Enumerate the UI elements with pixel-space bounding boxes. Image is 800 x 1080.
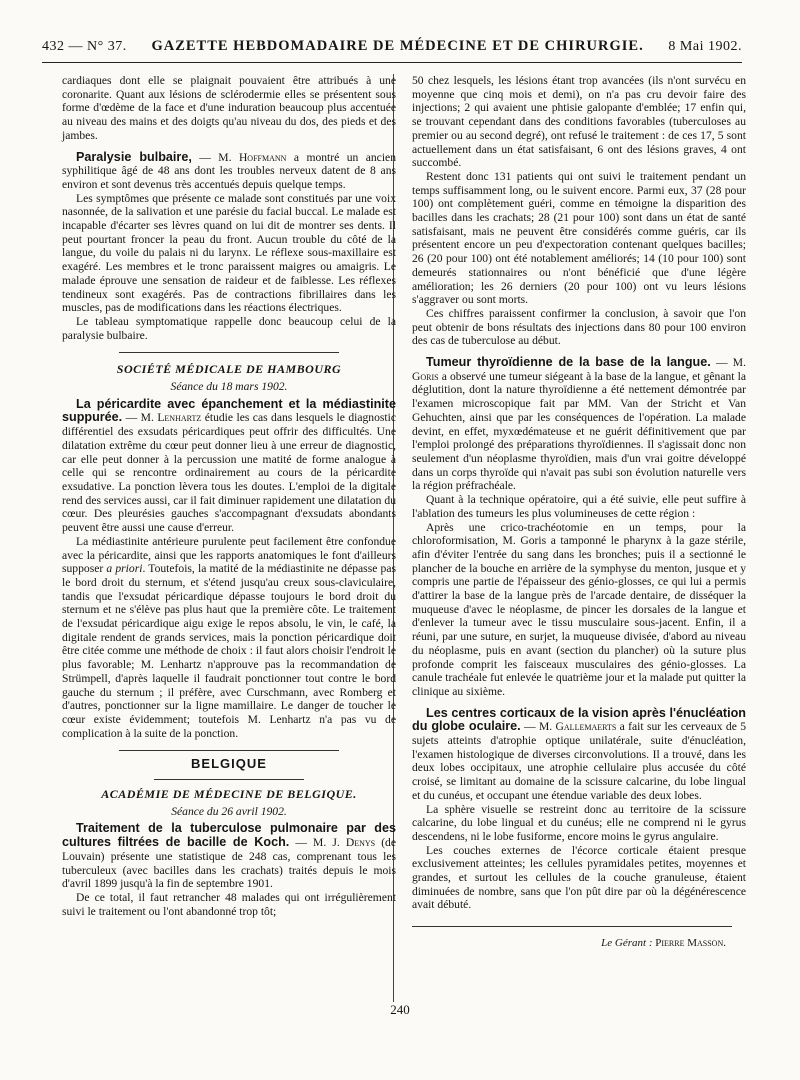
- page-number-and-issue: [42, 39, 127, 55]
- text: La médiastinite antérieure purulente peut facilement être confondue avec la péricardite, ainsi que les rapports anatomiques le font d'ailleurs supposer: [62, 534, 396, 576]
- society-heading: ACADÉMIE DE MÉDECINE DE BELGIQUE.: [101, 787, 357, 802]
- left-column: [62, 74, 396, 918]
- paragraph: Quant à la technique opératoire, qui a été suivie, elle peut suffire à l'ablation des tumeurs les plus volumineuses de cette région :: [412, 493, 746, 520]
- article-heading: Traitement de la tuberculose pulmonaire par des cultures filtrées de bacille de Koch.: [62, 821, 396, 850]
- article-heading: Les centres corticaux de la vision après l'énucléation du globe oculaire.: [412, 705, 746, 734]
- folio-number: 240: [390, 1002, 410, 1017]
- emphasis: a priori: [106, 562, 143, 576]
- text: . Toutefois, la matité de la médiastinite ne dépasse pas le bord droit du sternum, et s'étend jusqu'au creux sous-claviculaire, tandis que l'exsudat péricardique dépasse toujours le bord droit du sternum et ne s'élève pas plus haut que la première côte. Le traitement de l'exsudat péricardique aigu exige le repos absolu, le vin, le café, la digitale rendent de grands services, mais la ponction péricardique doit être citée comme une méthode de choix : il faut alors choisir l'endroit le plus favorable; M. Lenhartz n'approuve pas la recommandation de Strümpell, d'après laquelle il faudrait ponctionner tout contre le bord gauche du sternum ; il préfère, avec Curschmann, avec Romberg et d'autres, ponctionner sur la ligne mamillaire. Le danger de toucher le cœur existe évidemment; toutefois M. Lenhartz n'a pas vu de complication à la suite de la ponction.: [62, 562, 396, 740]
- dash: — M.: [710, 356, 746, 370]
- article-pericardite: [62, 398, 396, 535]
- article-text: a montré un ancien syphilitique âgé de 48 ans dont les troubles nerveux datent de 8 ans environ et sont devenus très accentués depuis quelque temps.: [62, 150, 396, 191]
- section-separator: [119, 352, 339, 353]
- page-number: 432: [42, 39, 65, 54]
- session-date: Séance du 18 mars 1902.: [170, 380, 288, 394]
- running-header: [42, 38, 742, 60]
- gerant-signature: [412, 937, 746, 951]
- paragraph: Le tableau symptomatique rappelle donc beaucoup celui de la paralysie bulbaire.: [62, 314, 396, 342]
- dash: — M. J.: [289, 836, 346, 850]
- closing-rule: [412, 926, 732, 927]
- article-heading: Tumeur thyroïdienne de la base de la langue.: [426, 355, 711, 370]
- header-rule: [42, 62, 742, 63]
- gerant-label: Le Gérant :: [601, 937, 653, 950]
- article-text: a fait sur les cerveaux de 5 sujets atteints d'atrophie optique unilatérale, suite d'énucléation, l'examen histologique de diverses circonvolutions. Il a trouvé, dans les deux lobes occipitaux, une atrophie cellulaire plus accusée du côté croisé, se limitant au domaine de la scissure calcarine, du lobe lingual et du cunéus, et occupant une étendue variable des deux lobes.: [412, 720, 746, 802]
- paragraph: Les symptômes que présente ce malade sont constitués par une voix nasonnée, de la salivation et une parésie du facial buccal. Le malade est incapable d'écarter ses lèvres quand on lui dit de montrer ses dents. Il peut pourtant froncer la peau du front. Aucun trouble du côté de la langue, du voile du palais ni du larynx. Le réflexe sous-maxillaire est exagéré. Les membres et le tronc paraissent maigres ou amaigris. Le malade éprouve une sensation de raideur et de faiblesse. Les réflexes tendineux sont exagérés. Pas de contractions fibrillaires dans les muscles, pas de modifications dans les réactions électriques.: [62, 191, 396, 315]
- paragraph: Les couches externes de l'écorce corticale étaient presque exclusivement atteintes; les cellules pyramidales petites, moyennes et grandes, et surtout les cellules de la couche granuleuse, étaient diminuées de nombre, sans que l'on pût dire par où la dégénérescence avait débuté.: [412, 843, 746, 912]
- article-heading: Paralysie bulbaire,: [76, 149, 192, 164]
- author-name: Denys: [345, 836, 376, 850]
- author-name: Goris: [412, 369, 439, 383]
- article-tuberculose: [62, 822, 396, 891]
- paragraph: [62, 535, 396, 741]
- paragraph: cardiaques dont elle se plaignait pouvaient être attribués à une coronarite. Quant aux lésions de sclérodermie elles se présentent sous forme d'œdème de la face et d'une induration beaucoup plus accentuée au niveau des mains et des doigts qu'au niveau du dos, des pieds et des jambes.: [62, 74, 396, 142]
- paragraph: Restent donc 131 patients qui ont suivi le traitement pendant un temps suffisamment long, ou le suivent encore. Parmi eux, 37 (28 pour 100) ont complètement guéri, comme en témoigne la disparition des bacilles dans les crachats; 28 (21 pour 100) sont dans un état de santé satisfaisant, mais ne peuvent être considérés comme guéris, car ils présentent encore un peu d'expectoration contenant quelques bacilles; 26 (20 pour 100) ont été notablement améliorés; 14 (10 pour 100) sont demeurés stationnaires ou n'ont bénéficié que d'une légère amélioration; les 26 derniers (20 pour 100) ont vu leurs lésions s'aggraver ou sont morts.: [412, 169, 746, 307]
- article-paralysie: [62, 151, 396, 192]
- article-tumeur: [412, 356, 746, 493]
- journal-title: GAZETTE HEBDOMADAIRE DE MÉDECINE ET DE CHIRURGIE.: [151, 38, 644, 54]
- author-name: Gallemaerts: [555, 720, 617, 734]
- section-separator: [154, 779, 304, 780]
- issue-date: 8 Mai 1902.: [668, 39, 742, 54]
- dash: — M.: [122, 411, 158, 425]
- right-column: [412, 74, 746, 951]
- paragraph: De ce total, il faut retrancher 48 malades qui ont irrégulièrement suivi le traitement ou l'ont abandonné trop tôt;: [62, 890, 396, 918]
- gerant-name: Pierre Masson.: [655, 937, 726, 950]
- paragraph: Après une crico-trachéotomie en un temps, pour la chloroformisation, M. Goris a tamponné le pharynx à la gaze stérile, afin d'éviter l'entrée du sang dans les bronches; puis il a sectionné le plancher de la bouche en arrière de la symphyse du menton, jusque et y compris une partie de l'épaisseur des génio-glosses, ce qui lui a permis d'attirer la base de la langue près de l'arcade dentaire, de disséquer la muqueuse d'avec le néoplasme, de pincer les dorsales de la langue et d'enlever la tumeur avec le tissu musculaire sous-jacent. Enfin, il a réuni, par une suture, en surjet, la muqueuse divisée, d'abord au niveau du néoplasme, puis en avant (section du plancher) où la suture plus profonde comprit les faisceaux musculaires des génio-glosses. La canule trachéale fut enlevée le quatrième jour et la malade put quitter la clinique au sixième.: [412, 520, 746, 698]
- section-separator: [119, 750, 339, 751]
- paragraph: La sphère visuelle se restreint donc au territoire de la scissure calcarine, du lobe lingual et du cunéus; elle ne comprend ni le gyrus descendens, ni le lobe fusiforme, encore moins le gyrus angulaire.: [412, 802, 746, 843]
- article-text: (de Louvain) présente une statistique de 248 cas, comprenant tous les tuberculeux (avec bacilles dans les crachats) traités depuis le mois d'avril 1899 jusqu'à la fin de septembre 1901.: [62, 836, 396, 891]
- article-text: a observé une tumeur siégeant à la base de la langue, et gênant la déglutition, dont la nature thyroïdienne a été nettement démontrée par l'examen microscopique fait par MM. Van der Stricht et Van Gehuchten, ainsi que par les conséquences de l'opération. La malade devint, en effet, myxœdémateuse et ne guérit définitivement que par l'emploi prolongé des préparations thyroïdiennes. Il s'agissait donc non seulement d'un néoplasme thyroïdien, mais d'un vrai goitre développé dans un corps thyroïde qui n'avait pas subi son évolution naturelle vers la région préfrachéale.: [412, 369, 746, 493]
- issue-number: — N° 37.: [68, 39, 127, 54]
- country-heading: BELGIQUE: [191, 756, 267, 772]
- article-centres: [412, 707, 746, 803]
- paragraph: 50 chez lesquels, les lésions étant trop avancées (ils n'ont survécu en moyenne que cinq mois et demi), on n'a pas cru devoir faire des injections; 2 qui avaient une phtisie galopante d'emblée; 17 enfin qui, se trouvant cependant dans des conditions favorables (tuberculoses au premier ou au second degré), ont refusé le traitement : de ces 17, 5 sont actuellement dans un état satisfaisant, 6 ont des lésions graves, 4 ont succombé.: [412, 74, 746, 170]
- dash: — M.: [191, 150, 239, 164]
- author-name: Lenhartz: [157, 411, 202, 425]
- article-heading: La péricardite avec épanchement et la médiastinite suppurée.: [62, 396, 396, 425]
- dash: — M.: [520, 720, 556, 734]
- session-date: Séance du 26 avril 1902.: [171, 804, 287, 818]
- article-text: étudie les cas dans lesquels le diagnostic différentiel des exsudats péricardiques peut offrir des difficultés. Une dilatation extrême du cœur peut donner lieu à une erreur de diagnostic, car elle peut donner à la percussion une matité de forme analogue à celle qui se rencontre ordinairement au cours de la péricardite exsudative. La ponction lèvera tous les doutes. L'emploi de la digitale rend des services aussi, car il fait diminuer rapidement une dilatation du cœur. Des pleurésies gauches s'accompagnant d'exsudats abondants peuvent être aussi une cause d'erreur.: [62, 411, 396, 535]
- author-name: Hoffmann: [238, 150, 287, 164]
- paragraph: Ces chiffres paraissent confirmer la conclusion, à savoir que l'on peut obtenir de bons résultats des injections dans 80 pour 100 environ des cas de tuberculose au début.: [412, 306, 746, 348]
- society-heading: SOCIÉTÉ MÉDICALE DE HAMBOURG: [116, 362, 342, 377]
